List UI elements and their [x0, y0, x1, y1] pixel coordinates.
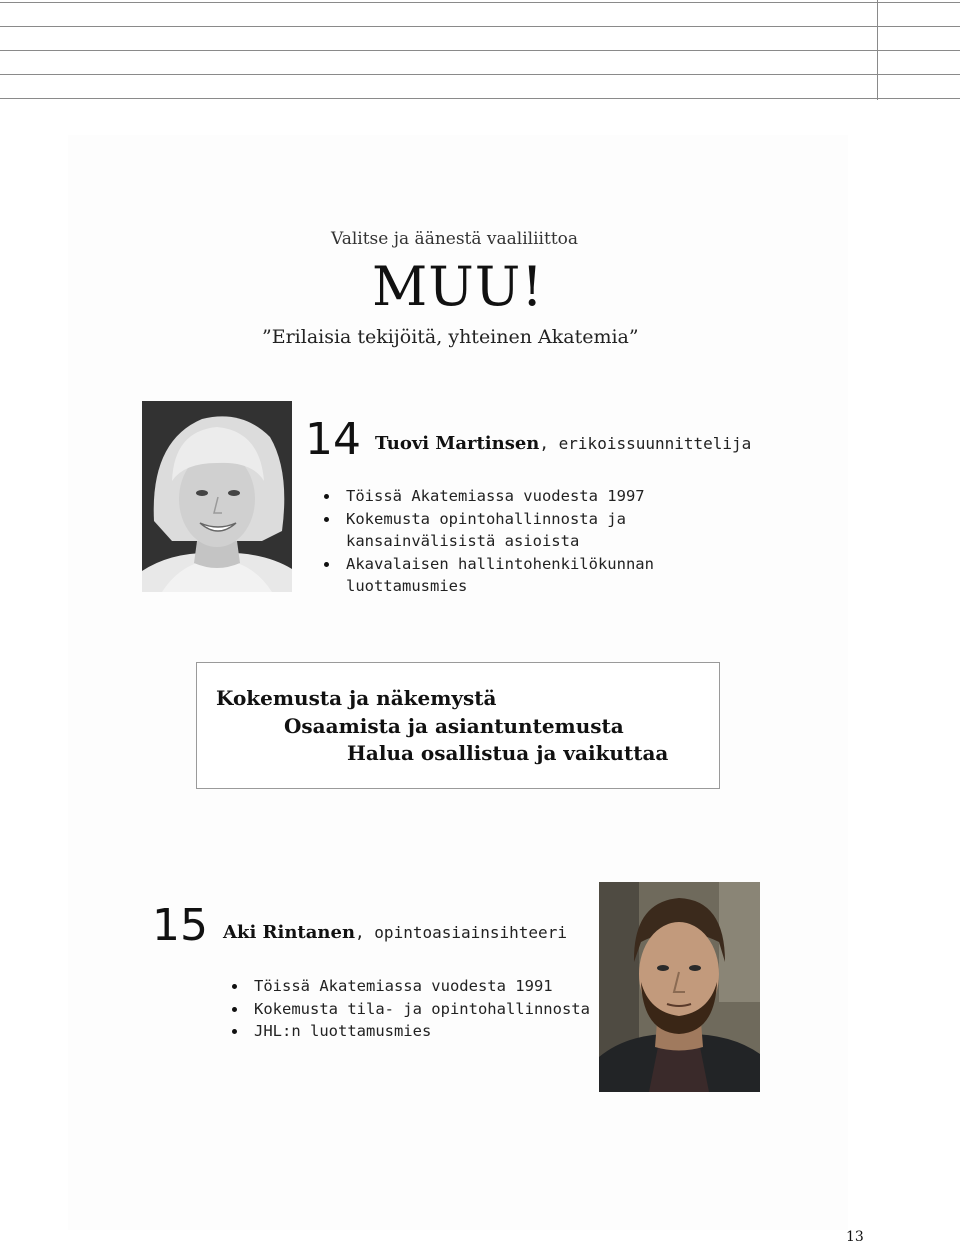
candidate-15-bullets [228, 975, 598, 1043]
table-rule [0, 74, 960, 75]
motto-line-1: Kokemusta ja näkemystä [216, 686, 497, 710]
header-table [0, 0, 960, 100]
candidate-15-photo [599, 882, 760, 1092]
page-number: 13 [846, 1229, 864, 1245]
list-item: JHL:n luottamusmies [228, 1020, 598, 1043]
intro-text: Valitse ja äänestä vaaliliittoa [331, 229, 579, 249]
candidate-15-title: , opintoasiainsihteeri [355, 923, 567, 942]
motto-line-2: Osaamista ja asiantuntemusta [284, 714, 624, 738]
list-item: Töissä Akatemiassa vuodesta 1991 [228, 975, 598, 998]
candidate-14-photo [142, 401, 292, 592]
table-rule [0, 26, 960, 27]
table-column-divider [877, 0, 878, 100]
candidate-14-bullets [320, 485, 680, 598]
list-item: Töissä Akatemiassa vuodesta 1997 [320, 485, 680, 508]
candidate-14-name: Tuovi Martinsen [375, 433, 540, 454]
table-rule [0, 2, 960, 3]
candidate-15-name: Aki Rintanen [223, 922, 356, 943]
list-item: Akavalaisen hallintohenkilökunnan luottamusmies [320, 553, 686, 598]
motto-line-3: Halua osallistua ja vaikuttaa [347, 741, 669, 765]
table-rule [0, 50, 960, 51]
list-item: Kokemusta tila- ja opintohallinnosta [228, 998, 598, 1021]
slogan: ”Erilaisia tekijöitä, yhteinen Akatemia” [262, 326, 639, 348]
list-item: Kokemusta opintohallinnosta ja kansainvälisistä asioista [320, 508, 666, 553]
list-title: MUU! [372, 255, 545, 318]
candidate-15-heading [223, 922, 567, 943]
candidate-14-heading [375, 433, 751, 454]
table-rule [0, 98, 960, 99]
candidate-15-number: 15 [152, 900, 208, 951]
candidate-14-title: , erikoissuunnittelija [539, 434, 752, 453]
candidate-14-number: 14 [305, 414, 361, 465]
